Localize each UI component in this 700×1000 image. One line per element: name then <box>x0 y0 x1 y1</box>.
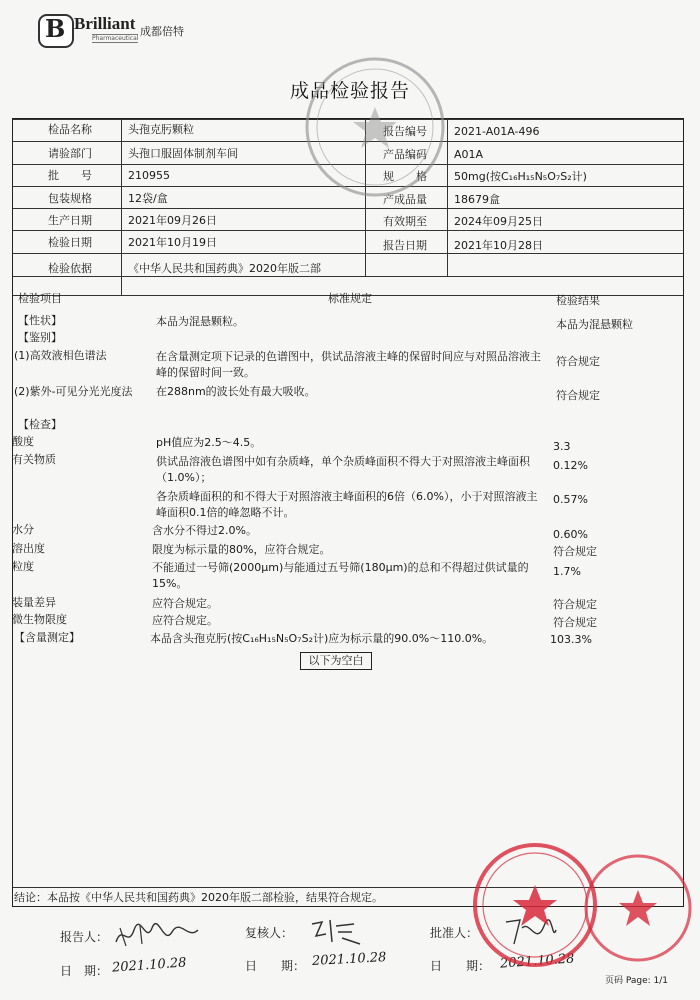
brand-name-en: Brilliant <box>74 14 136 33</box>
label-test-date: 检验日期 <box>48 236 92 249</box>
label-basis: 检验依据 <box>48 262 92 275</box>
std-fill-variation: 应符合规定。 <box>152 597 218 610</box>
reviewer-date-handwritten: 2021.10.28 <box>311 950 387 969</box>
value-report-date: 2021年10月28日 <box>454 239 543 252</box>
result-hplc: 符合规定 <box>556 355 600 368</box>
std-assay: 本品含头孢克肟(按C₁₆H₁₅N₅O₇S₂计)应为标示量的90.0%～110.0%。 <box>150 632 494 645</box>
item-dissolution: 溶出度 <box>12 542 45 555</box>
result-assay: 103.3% <box>550 633 592 646</box>
header-test-item: 检验项目 <box>18 292 62 305</box>
item-checks: 【检查】 <box>18 418 62 431</box>
item-uv: (2)紫外-可见分光光度法 <box>14 385 133 398</box>
item-appearance: 【性状】 <box>18 314 62 327</box>
brand-name-cn: 成都倍特 <box>140 25 184 38</box>
label-batch: 批 号 <box>48 169 92 182</box>
label-product-code: 产品编码 <box>383 148 427 161</box>
item-particle-size: 粒度 <box>12 560 34 573</box>
value-product-code: A01A <box>454 148 484 161</box>
std-uv: 在288nm的波长处有最大吸收。 <box>156 385 316 398</box>
std-acidity: pH值应为2.5～4.5。 <box>156 436 262 449</box>
label-report-no: 报告编号 <box>383 125 427 138</box>
brand-subtitle: Pharmaceutical <box>92 35 139 42</box>
item-microbial: 微生物限度 <box>12 613 67 626</box>
label-product: 检品名称 <box>48 123 92 136</box>
blank-below-note: 以下为空白 <box>300 652 372 670</box>
value-test-date: 2021年10月19日 <box>128 236 217 249</box>
value-spec: 50mg(按C₁₆H₁₅N₅O₇S₂计) <box>454 170 587 183</box>
result-acidity: 3.3 <box>553 440 571 453</box>
reporter-signature <box>112 918 202 952</box>
label-output: 产成品量 <box>383 193 427 206</box>
page-number: 页码 Page: 1/1 <box>605 976 669 986</box>
std-hplc: 在含量测定项下记录的色谱图中，供试品溶液主峰的保留时间应与对照品溶液主峰的保留时间一致。 <box>156 350 541 379</box>
value-dept: 头孢口服固体制剂车间 <box>128 147 238 160</box>
result-appearance: 本品为混悬颗粒 <box>556 318 633 331</box>
approver-label: 批准人： <box>430 926 479 940</box>
value-report-no: 2021-A01A-496 <box>454 125 540 138</box>
result-microbial: 符合规定 <box>553 616 597 629</box>
approver-date-handwritten: 2021.10.28 <box>499 951 575 972</box>
result-uv: 符合规定 <box>556 389 600 402</box>
item-fill-variation: 装量差异 <box>12 596 56 609</box>
label-dept: 请验部门 <box>48 147 92 160</box>
header-standard: 标准规定 <box>328 292 372 305</box>
reviewer-date-label: 日 期： <box>245 959 306 973</box>
value-basis: 《中华人民共和国药典》2020年版二部 <box>128 262 321 275</box>
value-batch: 210955 <box>128 169 170 182</box>
reporter-date-handwritten: 2021.10.28 <box>111 955 187 976</box>
result-particle-size: 1.7% <box>553 565 581 578</box>
std-single-impurity: 供试品溶液色谱图中如有杂质峰，单个杂质峰面积不得大于对照溶液主峰面积（1.0%）； <box>156 455 530 484</box>
quality-stamp-gray <box>300 52 450 202</box>
result-fill-variation: 符合规定 <box>553 598 597 611</box>
std-microbial: 应符合规定。 <box>152 614 218 627</box>
value-output: 18679盒 <box>454 193 500 206</box>
reviewer-signature <box>308 916 368 948</box>
seal-stamp-red <box>580 850 696 966</box>
brand-logo-icon: B <box>45 14 66 43</box>
label-mfg-date: 生产日期 <box>48 214 92 227</box>
label-report-date: 报告日期 <box>383 239 427 252</box>
reporter-date-label: 日 期： <box>60 964 109 978</box>
document-title: 成品检验报告 <box>289 80 410 102</box>
approver-date-label: 日 期： <box>430 959 491 973</box>
value-mfg-date: 2021年09月26日 <box>128 214 217 227</box>
label-package: 包装规格 <box>48 192 92 205</box>
result-water: 0.60% <box>553 528 588 541</box>
result-total-impurity: 0.57% <box>553 493 588 506</box>
std-dissolution: 限度为标示量的80%，应符合规定。 <box>152 543 331 556</box>
value-package: 12袋/盒 <box>128 192 168 205</box>
reviewer-label: 复核人： <box>245 926 294 940</box>
item-acidity: 酸度 <box>12 435 34 448</box>
reporter-label: 报告人： <box>60 930 109 944</box>
value-exp-date: 2024年09月25日 <box>454 215 543 228</box>
item-related-substances: 有关物质 <box>12 453 56 466</box>
header-result: 检验结果 <box>556 294 600 307</box>
label-exp-date: 有效期至 <box>383 215 427 228</box>
label-spec: 规 格 <box>383 170 427 183</box>
value-product: 头孢克肟颗粒 <box>128 123 194 136</box>
std-total-impurity: 各杂质峰面积的和不得大于对照溶液主峰面积的6倍（6.0%），小于对照溶液主峰面积0.1倍的峰忽略不计。 <box>156 490 538 519</box>
std-appearance: 本品为混悬颗粒。 <box>156 315 244 328</box>
item-hplc: (1)高效液相色谱法 <box>14 349 107 362</box>
result-dissolution: 符合规定 <box>553 545 597 558</box>
std-particle-size: 不能通过一号筛(2000μm)与能通过五号筛(180μm)的总和不得超过供试量的15%。 <box>152 561 529 590</box>
item-water: 水分 <box>12 523 34 536</box>
std-water: 含水分不得过2.0%。 <box>152 524 257 537</box>
result-single-impurity: 0.12% <box>553 459 588 472</box>
item-assay: 【含量测定】 <box>14 631 80 644</box>
conclusion: 结论：本品按《中华人民共和国药典》2020年版二部检验，结果符合规定。 <box>14 891 383 904</box>
item-identification: 【鉴别】 <box>18 331 62 344</box>
